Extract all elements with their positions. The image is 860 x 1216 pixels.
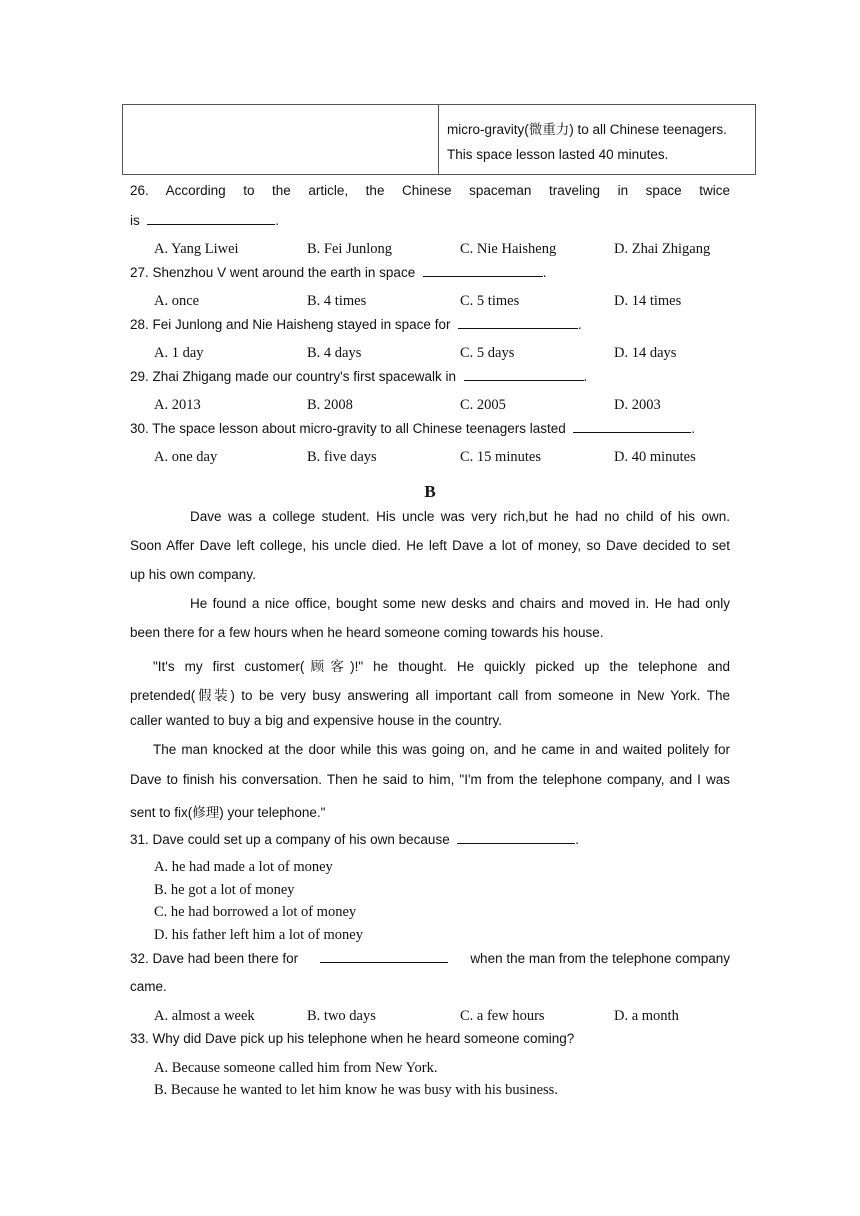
answer-blank[interactable]	[458, 316, 578, 329]
option: B. two days	[307, 1008, 376, 1024]
option: C. 15 minutes	[460, 449, 541, 465]
option: A. 2013	[154, 397, 201, 413]
option: A. one day	[154, 449, 218, 465]
option: C. 2005	[460, 397, 506, 413]
option: B. Because he wanted to let him know he was busy with his business.	[154, 1082, 558, 1098]
option: C. 5 days	[460, 345, 515, 361]
option: B. 2008	[307, 397, 353, 413]
passage-line: Soon Affer Dave left college, his uncle died. He left Dave a lot of money, so Dave decided to set	[130, 538, 730, 553]
passage-line: caller wanted to buy a big and expensive house in the country.	[130, 713, 502, 728]
question-27-stem: 27. Shenzhou V went around the earth in space .	[130, 265, 547, 280]
option: C. 5 times	[460, 293, 520, 309]
option: B. five days	[307, 449, 377, 465]
question-32-stem-cont: came.	[130, 979, 167, 994]
option: D. 14 times	[614, 293, 682, 309]
answer-blank[interactable]	[147, 212, 275, 225]
option: A. once	[154, 293, 200, 309]
option: D. Zhai Zhigang	[614, 241, 711, 257]
option: D. 40 minutes	[614, 449, 696, 465]
answer-blank[interactable]	[457, 831, 575, 844]
option: B. 4 days	[307, 345, 362, 361]
question-32-stem: 32. Dave had been there for when the man from the telephone company	[130, 951, 730, 966]
option: A. he had made a lot of money	[154, 859, 333, 875]
option: C. a few hours	[460, 1008, 545, 1024]
passage-line: sent to fix(修理) your telephone."	[130, 805, 326, 820]
option: C. he had borrowed a lot of money	[154, 904, 357, 920]
option: B. 4 times	[307, 293, 367, 309]
question-30-stem: 30. The space lesson about micro-gravity to all Chinese teenagers lasted .	[130, 421, 696, 436]
question-31-stem: 31. Dave could set up a company of his own because .	[130, 832, 579, 847]
answer-blank[interactable]	[464, 368, 584, 381]
table-divider	[438, 104, 439, 175]
question-29-stem: 29. Zhai Zhigang made our country's first spacewalk in .	[130, 369, 588, 384]
option: B. Fei Junlong	[307, 241, 392, 257]
question-33-stem: 33. Why did Dave pick up his telephone when he heard someone coming?	[130, 1031, 575, 1046]
passage-line: pretended(假装) to be very busy answering all important call from someone in New York. The	[130, 688, 730, 703]
option: A. Yang Liwei	[154, 241, 239, 257]
question-28-stem: 28. Fei Junlong and Nie Haisheng stayed in space for .	[130, 317, 582, 332]
question-26-stem: 26. According to the article, the Chinese spaceman traveling in space twice	[130, 183, 730, 198]
question-26-stem-cont: is .	[130, 213, 280, 228]
option: D. 2003	[614, 397, 661, 413]
option: B. he got a lot of money	[154, 882, 295, 898]
option: A. 1 day	[154, 345, 204, 361]
passage-line: been there for a few hours when he heard someone coming towards his house.	[130, 625, 604, 640]
option: C. Nie Haisheng	[460, 241, 557, 257]
answer-blank[interactable]	[320, 950, 448, 963]
passage-line: Dave to finish his conversation. Then he said to him, "I'm from the telephone company, and I was	[130, 772, 730, 787]
answer-blank[interactable]	[423, 264, 543, 277]
table-cell-line: This space lesson lasted 40 minutes.	[447, 147, 669, 162]
passage-line: "It's my first customer(顾客)!" he thought. He quickly picked up the telephone and	[153, 659, 730, 674]
answer-blank[interactable]	[573, 420, 691, 433]
table-cell-line: micro-gravity(微重力) to all Chinese teenagers.	[447, 122, 727, 137]
option: D. his father left him a lot of money	[154, 927, 363, 943]
passage-line: The man knocked at the door while this was going on, and he came in and waited politely for	[153, 742, 730, 757]
option: D. 14 days	[614, 345, 677, 361]
passage-table	[122, 104, 756, 175]
option: A. Because someone called him from New York.	[154, 1060, 438, 1076]
option: D. a month	[614, 1008, 679, 1024]
passage-line: Dave was a college student. His uncle was very rich,but he had no child of his own.	[190, 509, 730, 524]
passage-line: He found a nice office, bought some new desks and chairs and moved in. He had only	[190, 596, 730, 611]
option: A. almost a week	[154, 1008, 255, 1024]
section-heading: B	[424, 482, 436, 501]
passage-line: up his own company.	[130, 567, 256, 582]
